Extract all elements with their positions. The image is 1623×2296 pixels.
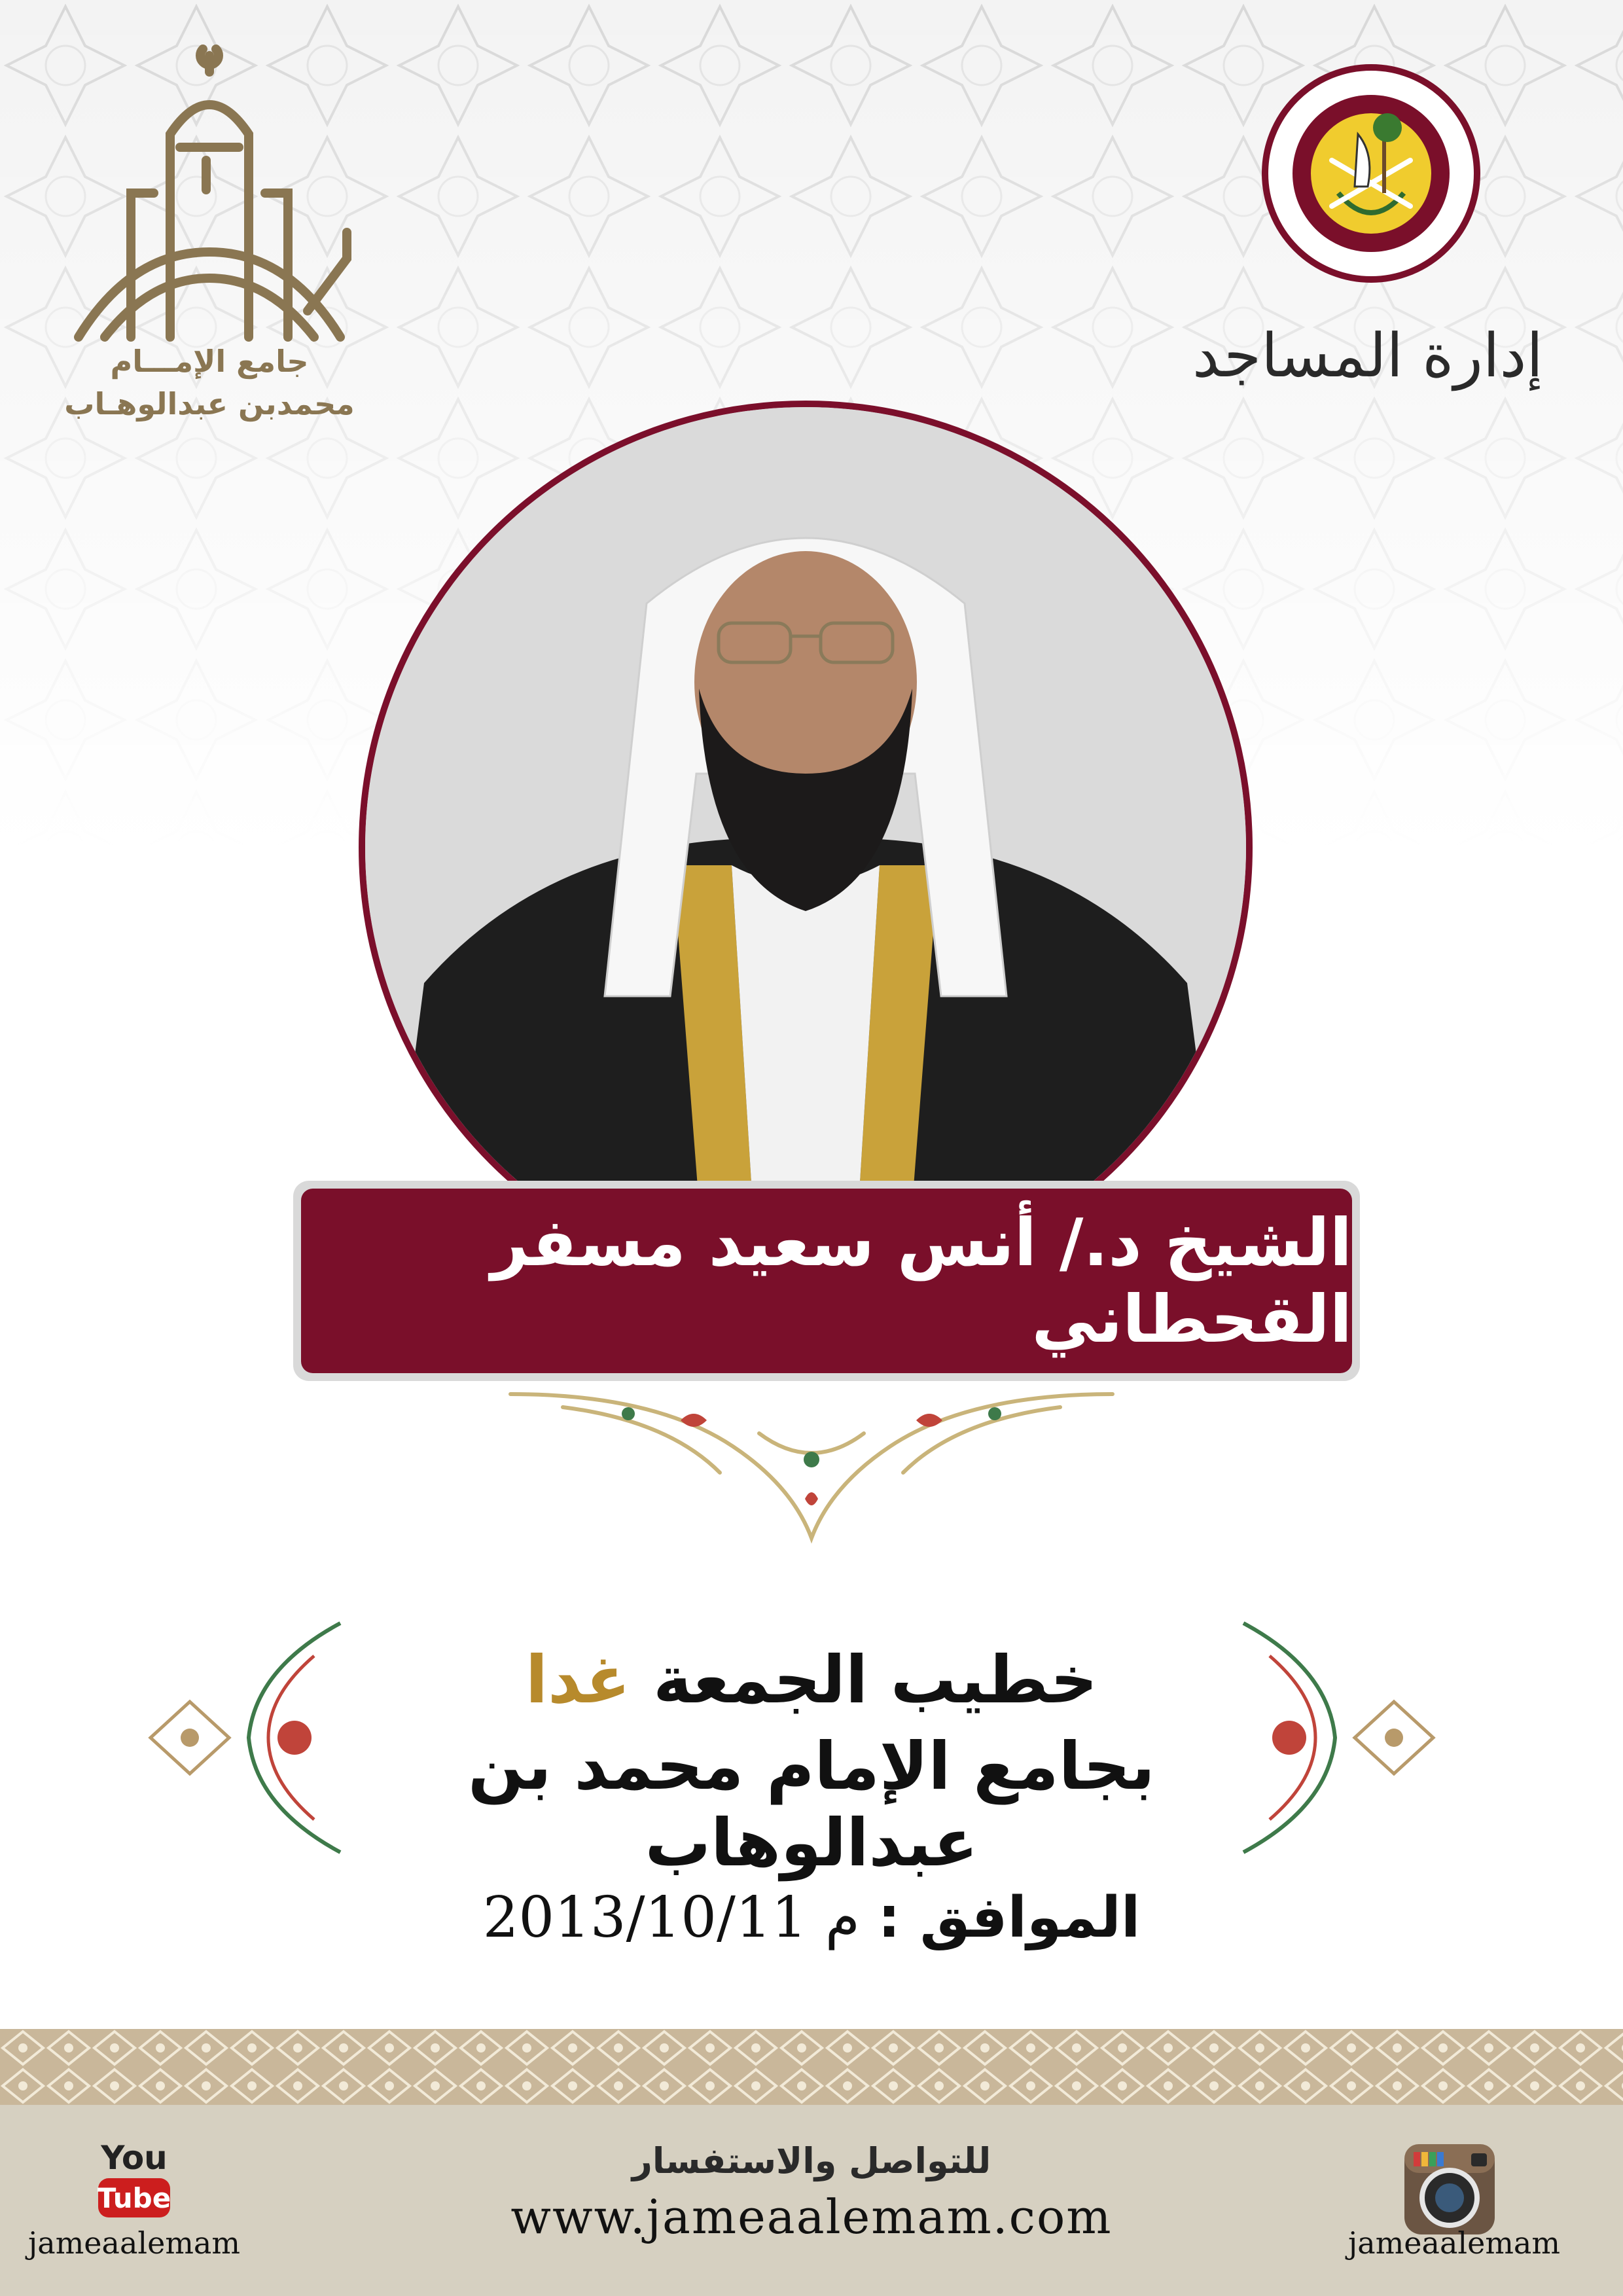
left-flourish-icon: [137, 1617, 353, 1859]
youtube-icon[interactable]: [85, 2135, 183, 2227]
sermon-mosque-line: بجامع الإمام محمد بن عبدالوهاب: [468, 1728, 1155, 1881]
speaker-name: الشيخ د./ أنس سعيد مسفر القحطاني: [491, 1204, 1352, 1357]
speaker-name-banner-inner: [301, 1189, 1352, 1373]
date-line: [366, 1885, 1257, 1950]
contact-label: للتواصل والاستفسار: [632, 2140, 991, 2181]
pattern-strip: [0, 2029, 1623, 2105]
date-value: 2013/10/11 م: [482, 1885, 860, 1950]
emblem-subtitle: إدارة المساجد: [1192, 321, 1543, 391]
date-label: الموافق :: [878, 1885, 1141, 1950]
instagram-handle[interactable]: jameaalemam: [1348, 2225, 1560, 2261]
youtube-handle[interactable]: jameaalemam: [28, 2225, 240, 2261]
arabesque-ornament-icon: [484, 1381, 1139, 1551]
mosque-logo-line2: محمدبن عبدالوهـاب: [64, 386, 355, 422]
speaker-portrait: [359, 401, 1253, 1295]
sermon-line1: [327, 1641, 1296, 1718]
website-link[interactable]: www.jameaalemam.com: [510, 2189, 1113, 2244]
svg-text:Tube: Tube: [97, 2182, 171, 2214]
speaker-name-banner: [293, 1181, 1360, 1381]
mosque-logo-line1: جامع الإمـــام: [110, 344, 309, 379]
instagram-icon[interactable]: [1400, 2140, 1499, 2238]
svg-text:You: You: [101, 2139, 168, 2177]
sermon-highlight: غدا: [525, 1641, 631, 1718]
sermon-title: خطيب الجمعة: [653, 1641, 1098, 1718]
qatar-emblem-icon: [1260, 62, 1482, 285]
